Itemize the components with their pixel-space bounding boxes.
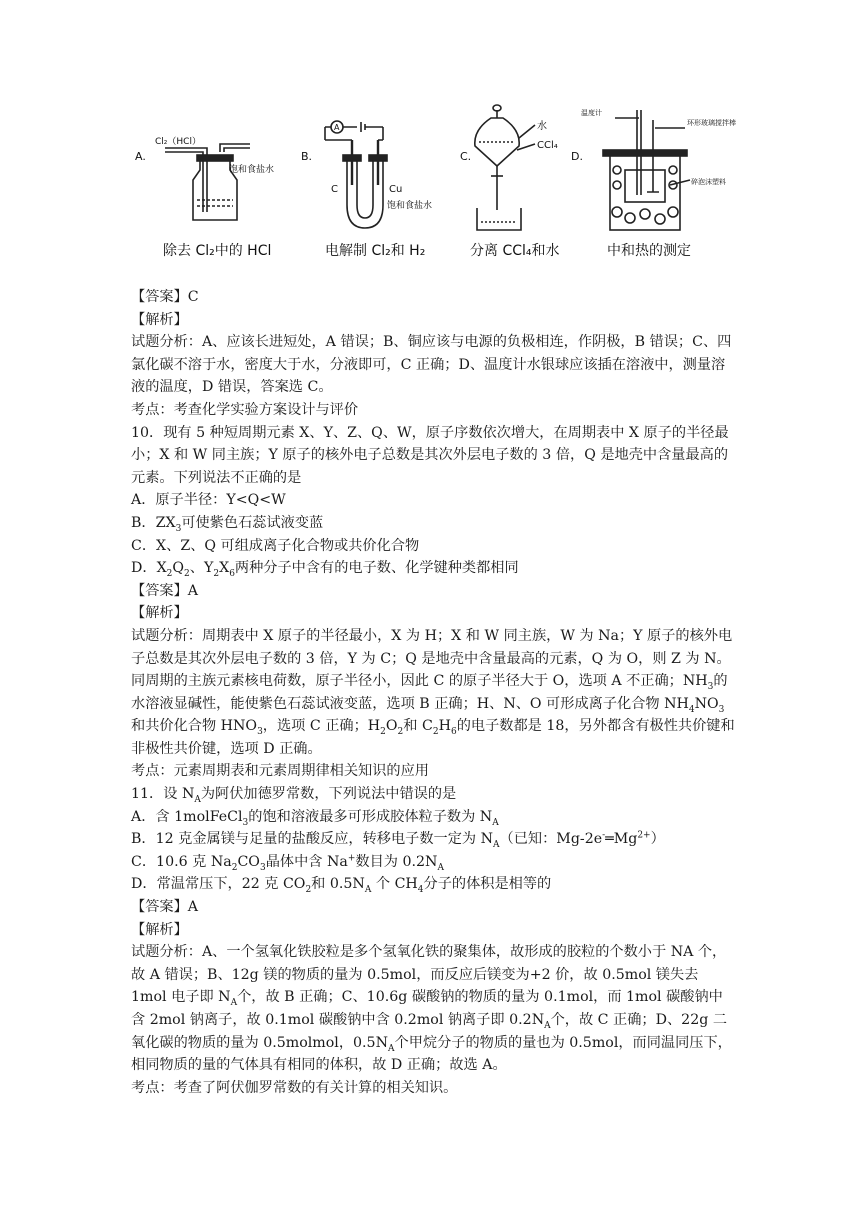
- caption-d: 中和热的测定: [607, 243, 691, 259]
- panel-letter-a: A.: [135, 150, 146, 163]
- q9-point: 考点：考查化学实验方案设计与评价: [131, 401, 359, 418]
- panel-letter-d: D.: [571, 150, 583, 163]
- q10-option-a: A．原子半径：Y<Q<W: [131, 492, 286, 509]
- separatory-funnel: [475, 105, 535, 230]
- gas-washing-bottle: [165, 144, 250, 220]
- q10-analysis: 试题分析：周期表中 X 原子的半径最小，X 为 H；X 和 W 同主族，W 为 Na；Y 原子的核外电子总数是其次外层电子数的 3 倍，Y 为 C；Q 是地壳中含量最高的元素，Q 为 O，则 Z 为 N。同周期的主族元素核电荷数，原子半径小，因此 C 的原子半径大于 O，选项 A 不正确；$NH_3$的水溶液显碱性，能使紫色石蕊试液变蓝，选项 B 正确；H、N、O 可形成离子化合物 $NH_4NO_3$和共价化合物 $HNO_3$，选项 C 正确；$H_2O_2$和 $C_2H_6$的电子数都是 18，另外都含有极性共价键和非极性共价键，选项 D 正确。: [131, 627, 735, 757]
- q10-option-d: D．$X_2Q_2$、$Y_2X_6$两种分子中含有的电子数、化学键种类都相同: [131, 560, 519, 579]
- q11-option-c: C．10.6 克 $Na_2CO_3$晶体中含 Na+数目为 $0.2N_A$: [131, 853, 444, 873]
- a-liquid-label: 饱和食盐水: [229, 165, 275, 175]
- apparatus-figure: [125, 100, 745, 270]
- q11-point: 考点：考查了阿伏伽罗常数的有关计算的相关知识。: [131, 1079, 458, 1096]
- caption-c: 分离 CCl₄和水: [470, 243, 560, 259]
- a-gas-label: Cl₂（HCl）: [155, 137, 201, 147]
- q10-option-b: B．$ZX_3$可使紫色石蕊试液变蓝: [131, 514, 324, 534]
- q11-analysis-heading: 【解析】: [131, 921, 188, 938]
- c-water-label: 水: [537, 121, 547, 132]
- q10-point: 考点：元素周期表和元素周期律相关知识的应用: [131, 763, 429, 780]
- caption-a: 除去 Cl₂中的 HCl: [163, 243, 272, 259]
- q9-analysis: 试题分析：A、应该长进短处，A 错误；B、铜应该与电源的负极相连，作阴极，B 错误；C、四氯化碳不溶于水，密度大于水，分液即可，C 正确；D、温度计水银球应该插在溶液中，测量溶液的温度，D 错误，答案选 C。: [131, 334, 732, 396]
- q10-answer: 【答案】A: [131, 582, 198, 599]
- apparatus-diagram: [125, 100, 745, 270]
- u-tube-electrolysis: [325, 121, 387, 228]
- d-foam-label: 碎泡沫塑料: [691, 178, 726, 186]
- c-ccl4-label: CCl₄: [537, 140, 558, 151]
- calorimeter: [603, 110, 690, 230]
- q9-analysis-heading: 【解析】: [131, 311, 188, 328]
- q11-option-a: A．含 1molFeCl$_3$的饱和溶液最多可形成胶体粒子数为 $N_A$: [131, 808, 499, 828]
- q11-option-b: B．12 克金属镁与足量的盐酸反应，转移电子数一定为 $N_A$（已知：$Mg-2e^-═Mg^{2+}$）: [131, 830, 665, 851]
- q10-analysis-heading: 【解析】: [131, 605, 188, 622]
- caption-b: 电解制 Cl₂和 H₂: [325, 243, 426, 259]
- b-meter-label: A: [334, 123, 340, 132]
- q9-answer: 【答案】C: [131, 289, 199, 305]
- d-thermometer-label: 温度计: [581, 109, 602, 117]
- q11-option-d: D．常温常压下，22 克 $CO_2$和 $0.5N_A$ 个 $CH_4$分子的体积是相等的: [131, 876, 552, 896]
- document-body: [131, 286, 736, 1099]
- b-liquid-label: 饱和食盐水: [387, 201, 433, 211]
- b-right-electrode-label: Cu: [389, 184, 403, 195]
- panel-letter-c: C.: [460, 150, 472, 163]
- panel-letter-b: B.: [301, 150, 313, 163]
- d-stirrer-label: 环形玻璃搅拌棒: [687, 119, 736, 127]
- q10-option-c: C．X、Z、Q 可组成离子化合物或共价化合物: [131, 537, 420, 554]
- b-left-electrode-label: C: [331, 184, 338, 195]
- q11-answer: 【答案】A: [131, 899, 198, 916]
- q10-stem: 10．现有 5 种短周期元素 X、Y、Z、Q、W，原子序数依次增大，在周期表中 X 原子的半径最小；X 和 W 同主族；Y 原子的核外电子总数是其次外层电子数的 3 倍，Q 是地壳中含量最高的元素。下列说法不正确的是: [131, 424, 729, 486]
- q11-analysis: 试题分析：A、一个氢氧化铁胶粒是多个氢氧化铁的聚集体，故形成的胶粒的个数小于 NA 个，故 A 错误；B、12g 镁的物质的量为 0.5mol，而反应后镁变为+2 价，故 0.5mol 镁失去 1mol 电子即 $N_A$个，故 B 正确；C、10.6g 碳酸钠的物质的量为 0.1mol，而 1mol 碳酸钠中含 2mol 钠离子，故 0.1mol 碳酸钠中含 0.2mol 钠离子即 $0.2N_A$个，故 C 正确；D、22g 二氧化碳的物质的量为 0.5molmol，$0.5N_A$个甲烷分子的物质的量也为 0.5mol，而同温同压下，相同物质的量的气体具有相同的体积，故 D 正确；故选 A。: [131, 944, 732, 1074]
- q11-stem: 11．设 $N_A$为阿伏加德罗常数，下列说法中错误的是: [131, 786, 457, 805]
